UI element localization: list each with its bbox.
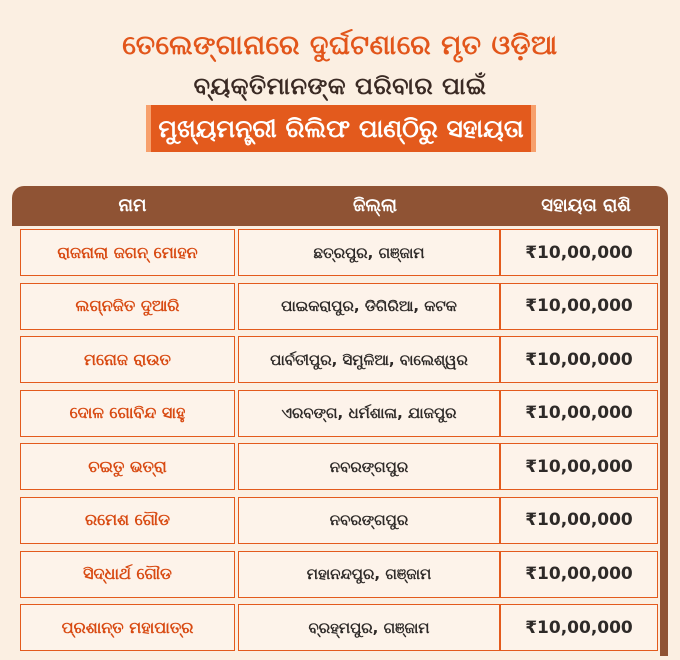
cell-name: ଦୋଳ ଗୋବିନ୍ଦ ସାହୁ <box>20 390 235 437</box>
cell-district: ଛତ୍ରପୁର, ଗଞ୍ଜାମ <box>238 229 500 276</box>
cell-name: ସିଦ୍ଧାର୍ଥ ଗୌଡ <box>20 551 235 598</box>
title-line-2: ବ୍ୟକ୍ତିମାନଙ୍କ ପରିବାର ପାଇଁ <box>193 72 487 100</box>
cell-amount: ₹10,00,000 <box>500 551 658 598</box>
column-header-amount: ସହାୟତା ରାଶି <box>541 195 631 216</box>
cell-name: ଚଇତୁ ଭତ୍ରା <box>20 443 235 490</box>
table-row <box>0 440 680 494</box>
cell-amount: ₹10,00,000 <box>500 229 658 276</box>
column-header-district: ଜିଲ୍ଲା <box>352 195 398 216</box>
table-header <box>12 186 668 226</box>
cell-name: ପ୍ରଶାନ୍ତ ମହାପାତ୍ର <box>20 604 235 651</box>
cell-amount: ₹10,00,000 <box>500 443 658 490</box>
cell-amount: ₹10,00,000 <box>500 336 658 383</box>
cell-name: ରମେଶ ଗୌଡ <box>20 497 235 544</box>
title-line-1: ତେଲେଙ୍ଗାନାରେ ଦୁର୍ଘଟଣାରେ ମୃତ ଓଡ଼ିଆ <box>122 30 558 61</box>
cell-name: ଲଗ୍ନଜିତ ଦୁଆରି <box>20 283 235 330</box>
cell-name: ରାଜନାଲା ଜଗନ୍ ମୋହନ <box>20 229 235 276</box>
cell-district: ମହାନନ୍ଦପୁର, ଗଞ୍ଜାମ <box>238 551 500 598</box>
table-body <box>0 226 680 655</box>
cell-district: ପାଇକରାପୁର, ଡିଗିରିଆ, କଟକ <box>238 283 500 330</box>
cell-district: ନବରଙ୍ଗପୁର <box>238 497 500 544</box>
table-row <box>0 601 680 655</box>
table-row <box>0 280 680 334</box>
table-row <box>0 226 680 280</box>
table-row <box>0 387 680 441</box>
table-row <box>0 494 680 548</box>
table-row <box>0 548 680 602</box>
title-banner: ମୁଖ୍ୟମନ୍ତ୍ରୀ ରିଲିଫ ପାଣ୍ଠିରୁ ସହାୟତା <box>146 105 536 152</box>
cell-district: ଏରବଙ୍ଗ, ଧର୍ମଶାଳା, ଯାଜପୁର <box>238 390 500 437</box>
table-row <box>0 333 680 387</box>
cell-district: ନବରଙ୍ଗପୁର <box>238 443 500 490</box>
cell-amount: ₹10,00,000 <box>500 604 658 651</box>
header <box>0 0 680 180</box>
cell-amount: ₹10,00,000 <box>500 390 658 437</box>
column-header-name: ନାମ <box>118 195 147 216</box>
cell-district: ପାର୍ବତୀପୁର, ସିମୁଳିଆ, ବାଲେଶ୍ୱର <box>238 336 500 383</box>
cell-district: ବ୍ରହ୍ମପୁର, ଗଞ୍ଜାମ <box>238 604 500 651</box>
cell-amount: ₹10,00,000 <box>500 283 658 330</box>
cell-amount: ₹10,00,000 <box>500 497 658 544</box>
cell-name: ମନୋଜ ରାଉତ <box>20 336 235 383</box>
